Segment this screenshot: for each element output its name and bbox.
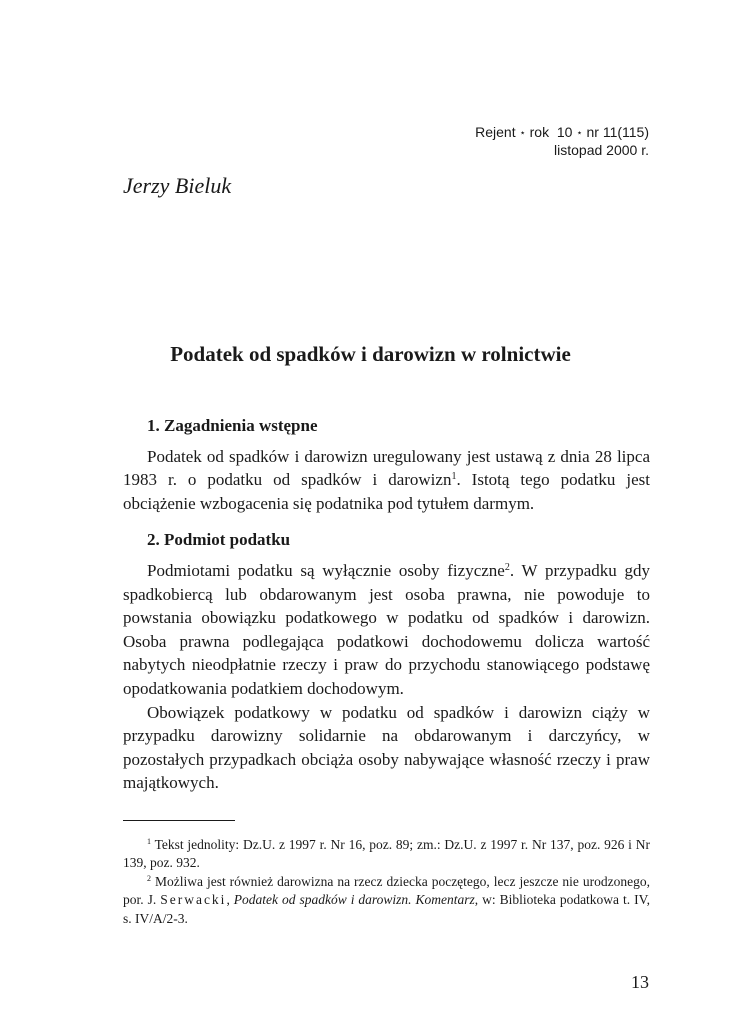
journal-issue: nr 11(115)	[586, 124, 649, 140]
article-author: Jerzy Bieluk	[123, 173, 232, 198]
paragraph	[123, 445, 650, 516]
paragraph-text: . W przypadku gdy spadkobiercą lub obdarowanym jest osoba prawna, nie powoduje to powstania obowiązku podatkowego w podatku od spadków i darowizn. Osoba prawna podlegająca podatkowi dochodowemu dolicza wartość nabytych nieodpłatnie rzeczy i praw do przychodu stanowiącego podstawę opodatkowania podatkiem dochodowym.	[123, 560, 650, 698]
journal-name: Rejent	[475, 124, 516, 140]
journal-issue-line	[475, 124, 649, 142]
footnote-text: Tekst jednolity: Dz.U. z 1997 r. Nr 16, poz. 89; zm.: Dz.U. z 1997 r. Nr 137, poz. 926 i Nr 139, poz. 932.	[123, 837, 650, 871]
paragraph: Obowiązek podatkowy w podatku od spadków i darowizn ciąży w przypadku darowizny solidarnie na obdarowanym i darczyńcy, w pozostałych przypadkach obciąża osoby nabywające własność rzeczy i praw majątkowych.	[123, 702, 650, 793]
footnote-text: Możliwa jest również darowizna na rzecz dziecka poczętego, lecz jeszcze nie urodzonego, por. J.	[123, 873, 650, 908]
journal-header	[475, 124, 649, 159]
cited-author: Serwacki	[160, 892, 227, 908]
footnote-number: 2	[147, 873, 151, 883]
footnote-divider	[123, 820, 235, 821]
footnote-2	[123, 873, 650, 928]
paragraph-text: . Istotą tego podatku jest obciążenie wzbogacenia się podatnika pod tytułem darmym.	[123, 470, 650, 513]
footnote-ref-2[interactable]: 2	[504, 561, 510, 573]
cited-title: Podatek od spadków i darowizn. Komentarz	[233, 892, 475, 908]
footnote-number: 1	[147, 837, 151, 846]
footnote-ref-1[interactable]: 1	[451, 471, 457, 483]
journal-date: listopad 2000 r.	[554, 142, 649, 158]
paragraph-text: Podmiotami podatku są wyłącznie osoby fizyczne	[147, 560, 505, 580]
star-separator: ⋆	[576, 128, 583, 139]
star-separator: ⋆	[519, 128, 526, 139]
paragraph	[123, 559, 650, 701]
journal-year: rok 10	[529, 124, 573, 140]
footnote-text: ,	[226, 892, 234, 908]
footnote-1	[123, 836, 650, 873]
section-heading-1: 1. Zagadnienia wstępne	[147, 416, 318, 435]
paragraph-text: Podatek od spadków i darowizn uregulowany jest ustawą z dnia 28 lipca 1983 r. o podatku od spadków i darowizn	[123, 446, 650, 490]
page-number: 13	[631, 972, 649, 992]
article-body	[123, 414, 650, 795]
footnotes	[123, 836, 650, 928]
article-title: Podatek od spadków i darowizn w rolnictwie	[170, 342, 571, 366]
footnote-text: , w: Biblioteka podatkowa t. IV, s. IV/A/2-3.	[123, 892, 650, 926]
section-heading-2: 2. Podmiot podatku	[147, 530, 291, 550]
